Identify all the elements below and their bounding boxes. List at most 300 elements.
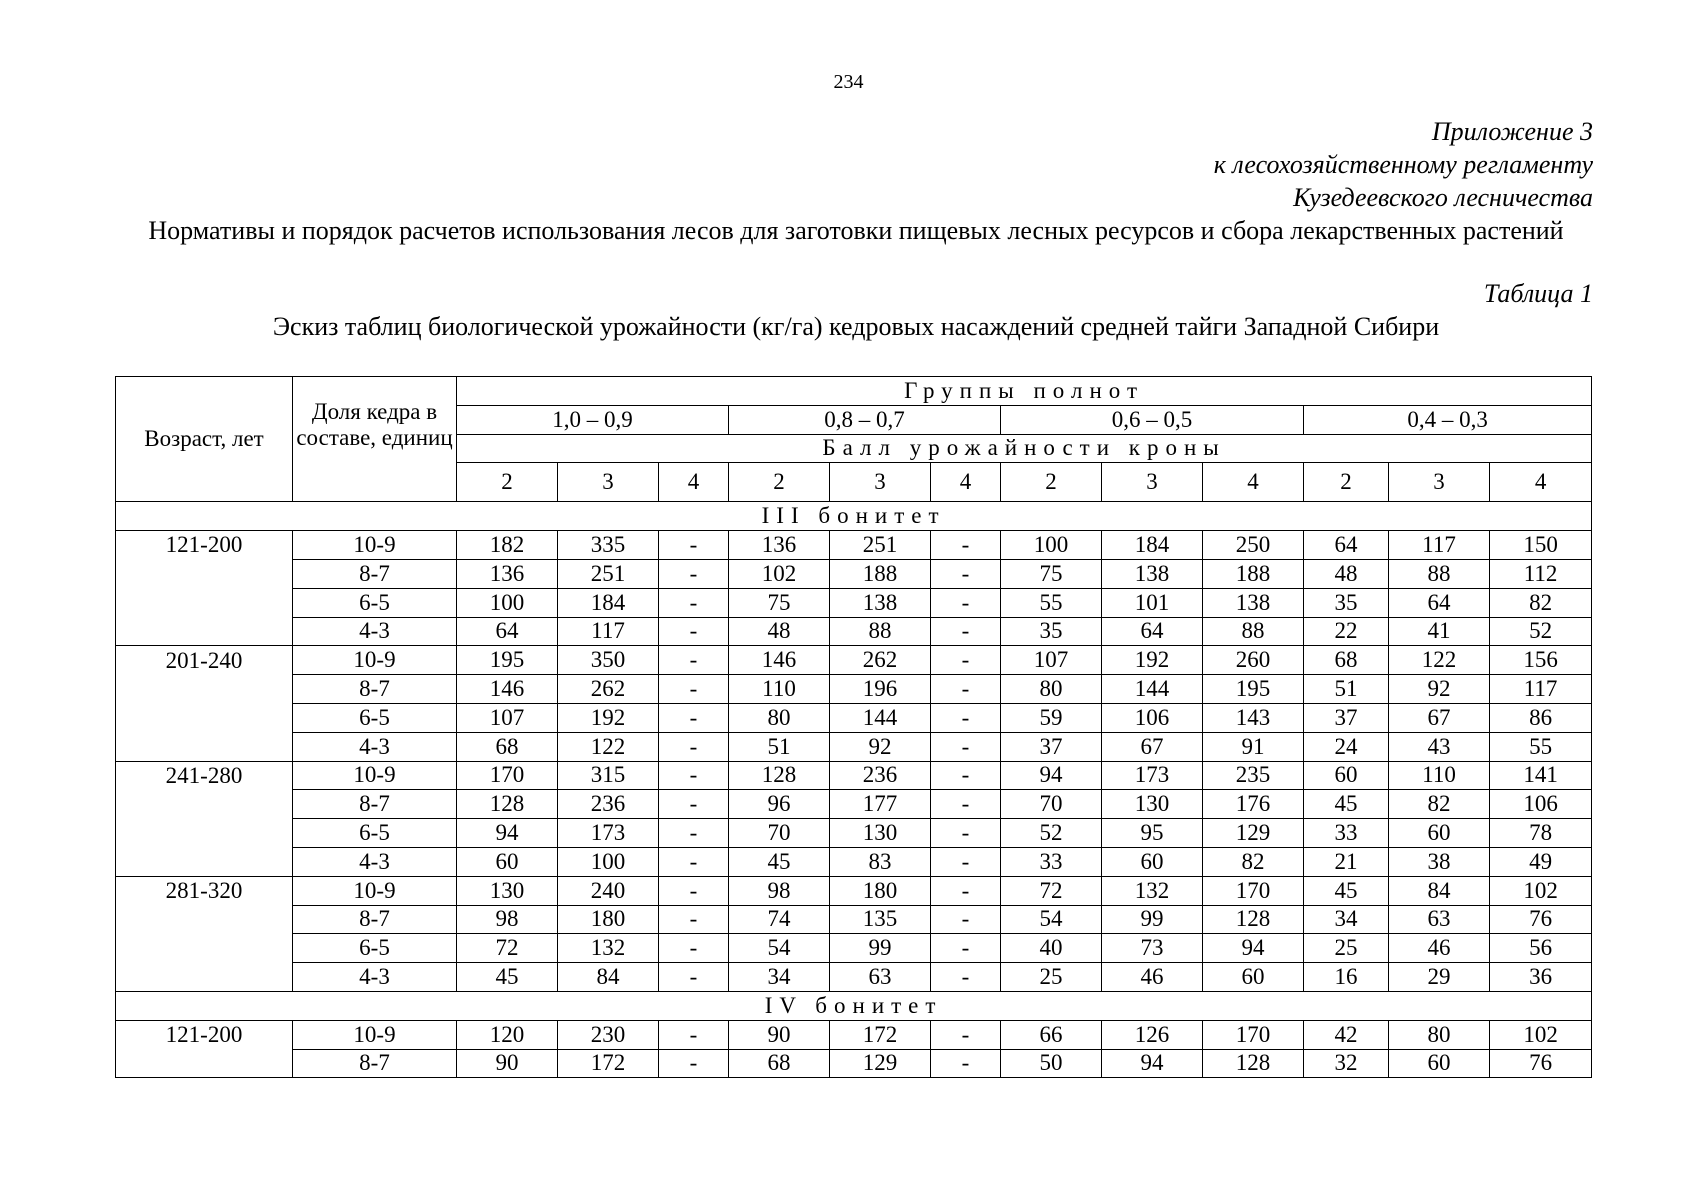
- yield-value-cell: 45: [457, 963, 558, 992]
- yield-value-cell: -: [931, 703, 1001, 732]
- age-cell: [116, 1049, 293, 1078]
- yield-value-cell: 40: [1001, 934, 1102, 963]
- yield-value-cell: 100: [1001, 531, 1102, 560]
- yield-value-cell: 176: [1203, 790, 1304, 819]
- yield-value-cell: 63: [1389, 905, 1490, 934]
- yield-value-cell: 67: [1389, 703, 1490, 732]
- appendix-line-2: к лесохозяйственному регламенту: [1213, 150, 1593, 179]
- yield-value-cell: -: [931, 1020, 1001, 1049]
- table-row: [116, 790, 1592, 819]
- yield-value-cell: 117: [558, 617, 659, 646]
- yield-value-cell: 68: [729, 1049, 830, 1078]
- yield-value-cell: 67: [1102, 732, 1203, 761]
- share-cell: 4-3: [293, 617, 457, 646]
- crown-score-header: 4: [1203, 463, 1304, 502]
- crown-score-header: 4: [931, 463, 1001, 502]
- yield-value-cell: 25: [1001, 963, 1102, 992]
- yield-value-cell: -: [931, 559, 1001, 588]
- yield-value-cell: -: [931, 876, 1001, 905]
- yield-value-cell: 35: [1001, 617, 1102, 646]
- age-cell: 121-200: [116, 1020, 293, 1049]
- yield-value-cell: -: [659, 531, 729, 560]
- yield-value-cell: 170: [1203, 1020, 1304, 1049]
- yield-value-cell: 59: [1001, 703, 1102, 732]
- yield-value-cell: 50: [1001, 1049, 1102, 1078]
- crown-score-header: 3: [1389, 463, 1490, 502]
- yield-value-cell: 66: [1001, 1020, 1102, 1049]
- yield-value-cell: 236: [558, 790, 659, 819]
- yield-value-cell: 128: [457, 790, 558, 819]
- yield-value-cell: 126: [1102, 1020, 1203, 1049]
- crown-score-header: 4: [1490, 463, 1592, 502]
- table-row: [116, 617, 1592, 646]
- yield-value-cell: -: [659, 675, 729, 704]
- yield-value-cell: -: [659, 819, 729, 848]
- table-row: [116, 1020, 1592, 1049]
- age-cell: [116, 559, 293, 588]
- density-group-3: 0,6 – 0,5: [1001, 405, 1304, 434]
- yield-value-cell: 33: [1304, 819, 1389, 848]
- yield-value-cell: 100: [457, 588, 558, 617]
- yield-value-cell: -: [931, 531, 1001, 560]
- yield-value-cell: 48: [729, 617, 830, 646]
- yield-value-cell: 74: [729, 905, 830, 934]
- density-group-1: 1,0 – 0,9: [457, 405, 729, 434]
- yield-value-cell: 92: [1389, 675, 1490, 704]
- yield-value-cell: 45: [1304, 790, 1389, 819]
- yield-value-cell: 80: [1001, 675, 1102, 704]
- yield-table: [115, 376, 1592, 1078]
- yield-value-cell: 172: [830, 1020, 931, 1049]
- table-label: Таблица 1: [1483, 279, 1593, 308]
- age-cell: 281-320: [116, 876, 293, 905]
- yield-value-cell: 196: [830, 675, 931, 704]
- yield-value-cell: 112: [1490, 559, 1592, 588]
- yield-value-cell: 92: [830, 732, 931, 761]
- section-label: IV бонитет: [116, 991, 1592, 1020]
- yield-value-cell: 144: [1102, 675, 1203, 704]
- yield-value-cell: 141: [1490, 761, 1592, 790]
- yield-value-cell: 68: [1304, 646, 1389, 675]
- age-cell: [116, 617, 293, 646]
- yield-value-cell: 52: [1490, 617, 1592, 646]
- yield-value-cell: -: [659, 934, 729, 963]
- yield-value-cell: 60: [1304, 761, 1389, 790]
- header-crown-score: Балл урожайности кроны: [457, 434, 1592, 463]
- yield-value-cell: 251: [830, 531, 931, 560]
- yield-value-cell: 102: [1490, 1020, 1592, 1049]
- table-body: [116, 502, 1592, 1078]
- yield-value-cell: -: [931, 732, 1001, 761]
- yield-value-cell: -: [659, 761, 729, 790]
- yield-value-cell: -: [659, 588, 729, 617]
- yield-value-cell: 262: [558, 675, 659, 704]
- yield-value-cell: 76: [1490, 905, 1592, 934]
- yield-value-cell: 102: [729, 559, 830, 588]
- yield-value-cell: 80: [729, 703, 830, 732]
- yield-value-cell: 117: [1389, 531, 1490, 560]
- yield-value-cell: 72: [457, 934, 558, 963]
- yield-value-cell: 16: [1304, 963, 1389, 992]
- crown-score-header: 3: [1102, 463, 1203, 502]
- yield-value-cell: 335: [558, 531, 659, 560]
- header-age: Возраст, лет: [116, 377, 293, 502]
- yield-value-cell: 130: [457, 876, 558, 905]
- yield-value-cell: 64: [1389, 588, 1490, 617]
- yield-value-cell: 135: [830, 905, 931, 934]
- yield-value-cell: 128: [1203, 1049, 1304, 1078]
- yield-value-cell: 76: [1490, 1049, 1592, 1078]
- share-cell: 8-7: [293, 559, 457, 588]
- yield-value-cell: 315: [558, 761, 659, 790]
- yield-value-cell: -: [931, 905, 1001, 934]
- yield-value-cell: 84: [1389, 876, 1490, 905]
- table-row: [116, 905, 1592, 934]
- yield-value-cell: 144: [830, 703, 931, 732]
- yield-value-cell: 177: [830, 790, 931, 819]
- yield-value-cell: 86: [1490, 703, 1592, 732]
- yield-value-cell: -: [659, 1049, 729, 1078]
- table-row: [116, 559, 1592, 588]
- yield-value-cell: 128: [1203, 905, 1304, 934]
- share-cell: 6-5: [293, 588, 457, 617]
- age-cell: [116, 790, 293, 819]
- yield-value-cell: 173: [1102, 761, 1203, 790]
- yield-value-cell: 42: [1304, 1020, 1389, 1049]
- yield-value-cell: 184: [1102, 531, 1203, 560]
- yield-value-cell: 100: [558, 847, 659, 876]
- yield-value-cell: 88: [1203, 617, 1304, 646]
- yield-value-cell: 180: [558, 905, 659, 934]
- age-cell: 201-240: [116, 646, 293, 675]
- yield-value-cell: 94: [457, 819, 558, 848]
- yield-value-cell: 54: [729, 934, 830, 963]
- yield-value-cell: 192: [558, 703, 659, 732]
- yield-value-cell: -: [659, 559, 729, 588]
- yield-value-cell: 80: [1389, 1020, 1490, 1049]
- yield-value-cell: -: [659, 905, 729, 934]
- age-cell: [116, 675, 293, 704]
- yield-value-cell: 188: [1203, 559, 1304, 588]
- yield-value-cell: 136: [729, 531, 830, 560]
- yield-value-cell: 138: [830, 588, 931, 617]
- yield-value-cell: -: [659, 703, 729, 732]
- yield-value-cell: 63: [830, 963, 931, 992]
- yield-value-cell: 49: [1490, 847, 1592, 876]
- yield-value-cell: 117: [1490, 675, 1592, 704]
- yield-value-cell: 43: [1389, 732, 1490, 761]
- yield-value-cell: 51: [1304, 675, 1389, 704]
- yield-value-cell: 129: [830, 1049, 931, 1078]
- yield-value-cell: 75: [729, 588, 830, 617]
- header-share: Доля кедра в составе, единиц: [293, 377, 457, 502]
- table-row: [116, 646, 1592, 675]
- yield-value-cell: 45: [1304, 876, 1389, 905]
- yield-value-cell: -: [931, 963, 1001, 992]
- yield-value-cell: -: [931, 675, 1001, 704]
- table-row: [116, 588, 1592, 617]
- yield-value-cell: 41: [1389, 617, 1490, 646]
- age-cell: [116, 934, 293, 963]
- yield-value-cell: -: [659, 847, 729, 876]
- table-row: [116, 531, 1592, 560]
- share-cell: 6-5: [293, 819, 457, 848]
- yield-value-cell: 88: [830, 617, 931, 646]
- header-row-groups: [116, 377, 1592, 406]
- age-cell: [116, 905, 293, 934]
- crown-score-header: 2: [457, 463, 558, 502]
- table-row: [116, 847, 1592, 876]
- yield-value-cell: 170: [1203, 876, 1304, 905]
- yield-value-cell: 230: [558, 1020, 659, 1049]
- yield-value-cell: 130: [830, 819, 931, 848]
- yield-value-cell: -: [931, 1049, 1001, 1078]
- yield-value-cell: 75: [1001, 559, 1102, 588]
- table-row: [116, 732, 1592, 761]
- appendix-line-1: Приложение 3: [1431, 117, 1593, 146]
- table-row: [116, 934, 1592, 963]
- yield-value-cell: 35: [1304, 588, 1389, 617]
- crown-score-header: 4: [659, 463, 729, 502]
- yield-value-cell: -: [931, 588, 1001, 617]
- yield-value-cell: 173: [558, 819, 659, 848]
- yield-value-cell: 102: [1490, 876, 1592, 905]
- yield-value-cell: 46: [1102, 963, 1203, 992]
- yield-value-cell: 122: [1389, 646, 1490, 675]
- age-cell: [116, 703, 293, 732]
- share-cell: 10-9: [293, 531, 457, 560]
- yield-value-cell: 143: [1203, 703, 1304, 732]
- yield-value-cell: 37: [1001, 732, 1102, 761]
- share-cell: 4-3: [293, 847, 457, 876]
- density-group-4: 0,4 – 0,3: [1304, 405, 1592, 434]
- share-cell: 8-7: [293, 675, 457, 704]
- table-row: [116, 1049, 1592, 1078]
- yield-value-cell: 107: [1001, 646, 1102, 675]
- yield-value-cell: 37: [1304, 703, 1389, 732]
- yield-value-cell: 82: [1203, 847, 1304, 876]
- yield-value-cell: 52: [1001, 819, 1102, 848]
- yield-value-cell: 90: [457, 1049, 558, 1078]
- yield-value-cell: 156: [1490, 646, 1592, 675]
- yield-value-cell: 24: [1304, 732, 1389, 761]
- yield-value-cell: 236: [830, 761, 931, 790]
- yield-value-cell: 82: [1490, 588, 1592, 617]
- yield-value-cell: 38: [1389, 847, 1490, 876]
- crown-score-header: 3: [830, 463, 931, 502]
- yield-value-cell: 99: [830, 934, 931, 963]
- document-title: Нормативы и порядок расчетов использования лесов для заготовки пищевых лесных ресурсов и сбора лекарственных растений: [148, 216, 1564, 245]
- header-density-groups: Группы полнот: [457, 377, 1592, 406]
- age-cell: 241-280: [116, 761, 293, 790]
- yield-value-cell: 64: [1304, 531, 1389, 560]
- share-cell: 8-7: [293, 905, 457, 934]
- share-cell: 10-9: [293, 876, 457, 905]
- age-cell: [116, 588, 293, 617]
- section-header-row: [116, 502, 1592, 531]
- table-row: [116, 675, 1592, 704]
- yield-value-cell: 32: [1304, 1049, 1389, 1078]
- yield-value-cell: 98: [729, 876, 830, 905]
- yield-value-cell: 60: [457, 847, 558, 876]
- yield-value-cell: 350: [558, 646, 659, 675]
- yield-value-cell: 22: [1304, 617, 1389, 646]
- yield-value-cell: 120: [457, 1020, 558, 1049]
- section-header-row: [116, 991, 1592, 1020]
- yield-value-cell: 78: [1490, 819, 1592, 848]
- yield-value-cell: 107: [457, 703, 558, 732]
- yield-value-cell: 188: [830, 559, 931, 588]
- yield-value-cell: 240: [558, 876, 659, 905]
- yield-value-cell: 99: [1102, 905, 1203, 934]
- yield-value-cell: 180: [830, 876, 931, 905]
- share-cell: 8-7: [293, 1049, 457, 1078]
- crown-score-header: 2: [1001, 463, 1102, 502]
- yield-value-cell: 150: [1490, 531, 1592, 560]
- yield-value-cell: 60: [1102, 847, 1203, 876]
- yield-value-cell: -: [931, 790, 1001, 819]
- page-number: 234: [833, 71, 864, 93]
- yield-value-cell: 70: [729, 819, 830, 848]
- yield-value-cell: 262: [830, 646, 931, 675]
- yield-value-cell: 64: [457, 617, 558, 646]
- yield-value-cell: -: [931, 617, 1001, 646]
- yield-value-cell: 172: [558, 1049, 659, 1078]
- appendix-heading: [693, 115, 1593, 214]
- yield-value-cell: 90: [729, 1020, 830, 1049]
- table-row: [116, 876, 1592, 905]
- age-cell: [116, 732, 293, 761]
- yield-value-cell: 138: [1102, 559, 1203, 588]
- yield-value-cell: 129: [1203, 819, 1304, 848]
- yield-value-cell: 56: [1490, 934, 1592, 963]
- yield-value-cell: 84: [558, 963, 659, 992]
- yield-value-cell: 95: [1102, 819, 1203, 848]
- table-row: [116, 703, 1592, 732]
- yield-value-cell: 260: [1203, 646, 1304, 675]
- yield-value-cell: 146: [729, 646, 830, 675]
- yield-value-cell: 88: [1389, 559, 1490, 588]
- crown-score-header: 2: [1304, 463, 1389, 502]
- yield-value-cell: -: [659, 963, 729, 992]
- yield-value-cell: 68: [457, 732, 558, 761]
- yield-value-cell: 25: [1304, 934, 1389, 963]
- share-cell: 6-5: [293, 934, 457, 963]
- share-cell: 10-9: [293, 1020, 457, 1049]
- yield-value-cell: 70: [1001, 790, 1102, 819]
- share-cell: 4-3: [293, 732, 457, 761]
- yield-value-cell: -: [931, 847, 1001, 876]
- appendix-line-3: Кузедеевского лесничества: [1293, 183, 1593, 212]
- yield-value-cell: 54: [1001, 905, 1102, 934]
- yield-value-cell: 250: [1203, 531, 1304, 560]
- yield-value-cell: 106: [1102, 703, 1203, 732]
- yield-value-cell: 251: [558, 559, 659, 588]
- yield-value-cell: -: [931, 761, 1001, 790]
- yield-value-cell: 195: [1203, 675, 1304, 704]
- yield-value-cell: 128: [729, 761, 830, 790]
- yield-value-cell: 106: [1490, 790, 1592, 819]
- yield-value-cell: 184: [558, 588, 659, 617]
- yield-value-cell: 101: [1102, 588, 1203, 617]
- yield-value-cell: -: [931, 934, 1001, 963]
- table-row: [116, 761, 1592, 790]
- yield-value-cell: 136: [457, 559, 558, 588]
- yield-value-cell: -: [659, 1020, 729, 1049]
- crown-score-header: 3: [558, 463, 659, 502]
- yield-value-cell: 34: [729, 963, 830, 992]
- yield-value-cell: 110: [1389, 761, 1490, 790]
- yield-value-cell: 83: [830, 847, 931, 876]
- yield-value-cell: 122: [558, 732, 659, 761]
- yield-value-cell: 34: [1304, 905, 1389, 934]
- yield-value-cell: 21: [1304, 847, 1389, 876]
- yield-value-cell: -: [659, 646, 729, 675]
- yield-value-cell: 235: [1203, 761, 1304, 790]
- yield-value-cell: 195: [457, 646, 558, 675]
- yield-value-cell: 170: [457, 761, 558, 790]
- yield-value-cell: 60: [1389, 1049, 1490, 1078]
- share-cell: 4-3: [293, 963, 457, 992]
- yield-value-cell: 60: [1203, 963, 1304, 992]
- yield-value-cell: 146: [457, 675, 558, 704]
- age-cell: [116, 963, 293, 992]
- yield-value-cell: 82: [1389, 790, 1490, 819]
- yield-value-cell: 36: [1490, 963, 1592, 992]
- yield-value-cell: 55: [1490, 732, 1592, 761]
- age-cell: [116, 847, 293, 876]
- table-row: [116, 963, 1592, 992]
- yield-value-cell: -: [659, 732, 729, 761]
- yield-value-cell: 94: [1001, 761, 1102, 790]
- table-row: [116, 819, 1592, 848]
- yield-value-cell: -: [659, 876, 729, 905]
- density-group-2: 0,8 – 0,7: [729, 405, 1001, 434]
- yield-value-cell: 45: [729, 847, 830, 876]
- yield-value-cell: 132: [558, 934, 659, 963]
- yield-value-cell: 132: [1102, 876, 1203, 905]
- section-label: III бонитет: [116, 502, 1592, 531]
- yield-value-cell: 51: [729, 732, 830, 761]
- table-title: Эскиз таблиц биологической урожайности (кг/га) кедровых насаждений средней тайги Западной Сибири: [272, 312, 1440, 341]
- yield-value-cell: 46: [1389, 934, 1490, 963]
- age-cell: 121-200: [116, 531, 293, 560]
- yield-value-cell: 96: [729, 790, 830, 819]
- yield-value-cell: 33: [1001, 847, 1102, 876]
- share-cell: 10-9: [293, 761, 457, 790]
- yield-value-cell: -: [659, 790, 729, 819]
- yield-value-cell: 64: [1102, 617, 1203, 646]
- yield-value-cell: 91: [1203, 732, 1304, 761]
- share-cell: 8-7: [293, 790, 457, 819]
- yield-value-cell: 182: [457, 531, 558, 560]
- yield-value-cell: -: [931, 646, 1001, 675]
- yield-value-cell: 29: [1389, 963, 1490, 992]
- crown-score-header: 2: [729, 463, 830, 502]
- yield-value-cell: 55: [1001, 588, 1102, 617]
- yield-value-cell: 94: [1102, 1049, 1203, 1078]
- yield-value-cell: 110: [729, 675, 830, 704]
- yield-value-cell: 192: [1102, 646, 1203, 675]
- yield-value-cell: 98: [457, 905, 558, 934]
- yield-value-cell: 60: [1389, 819, 1490, 848]
- yield-value-cell: 94: [1203, 934, 1304, 963]
- share-cell: 10-9: [293, 646, 457, 675]
- yield-value-cell: 130: [1102, 790, 1203, 819]
- yield-value-cell: -: [659, 617, 729, 646]
- age-cell: [116, 819, 293, 848]
- yield-value-cell: 138: [1203, 588, 1304, 617]
